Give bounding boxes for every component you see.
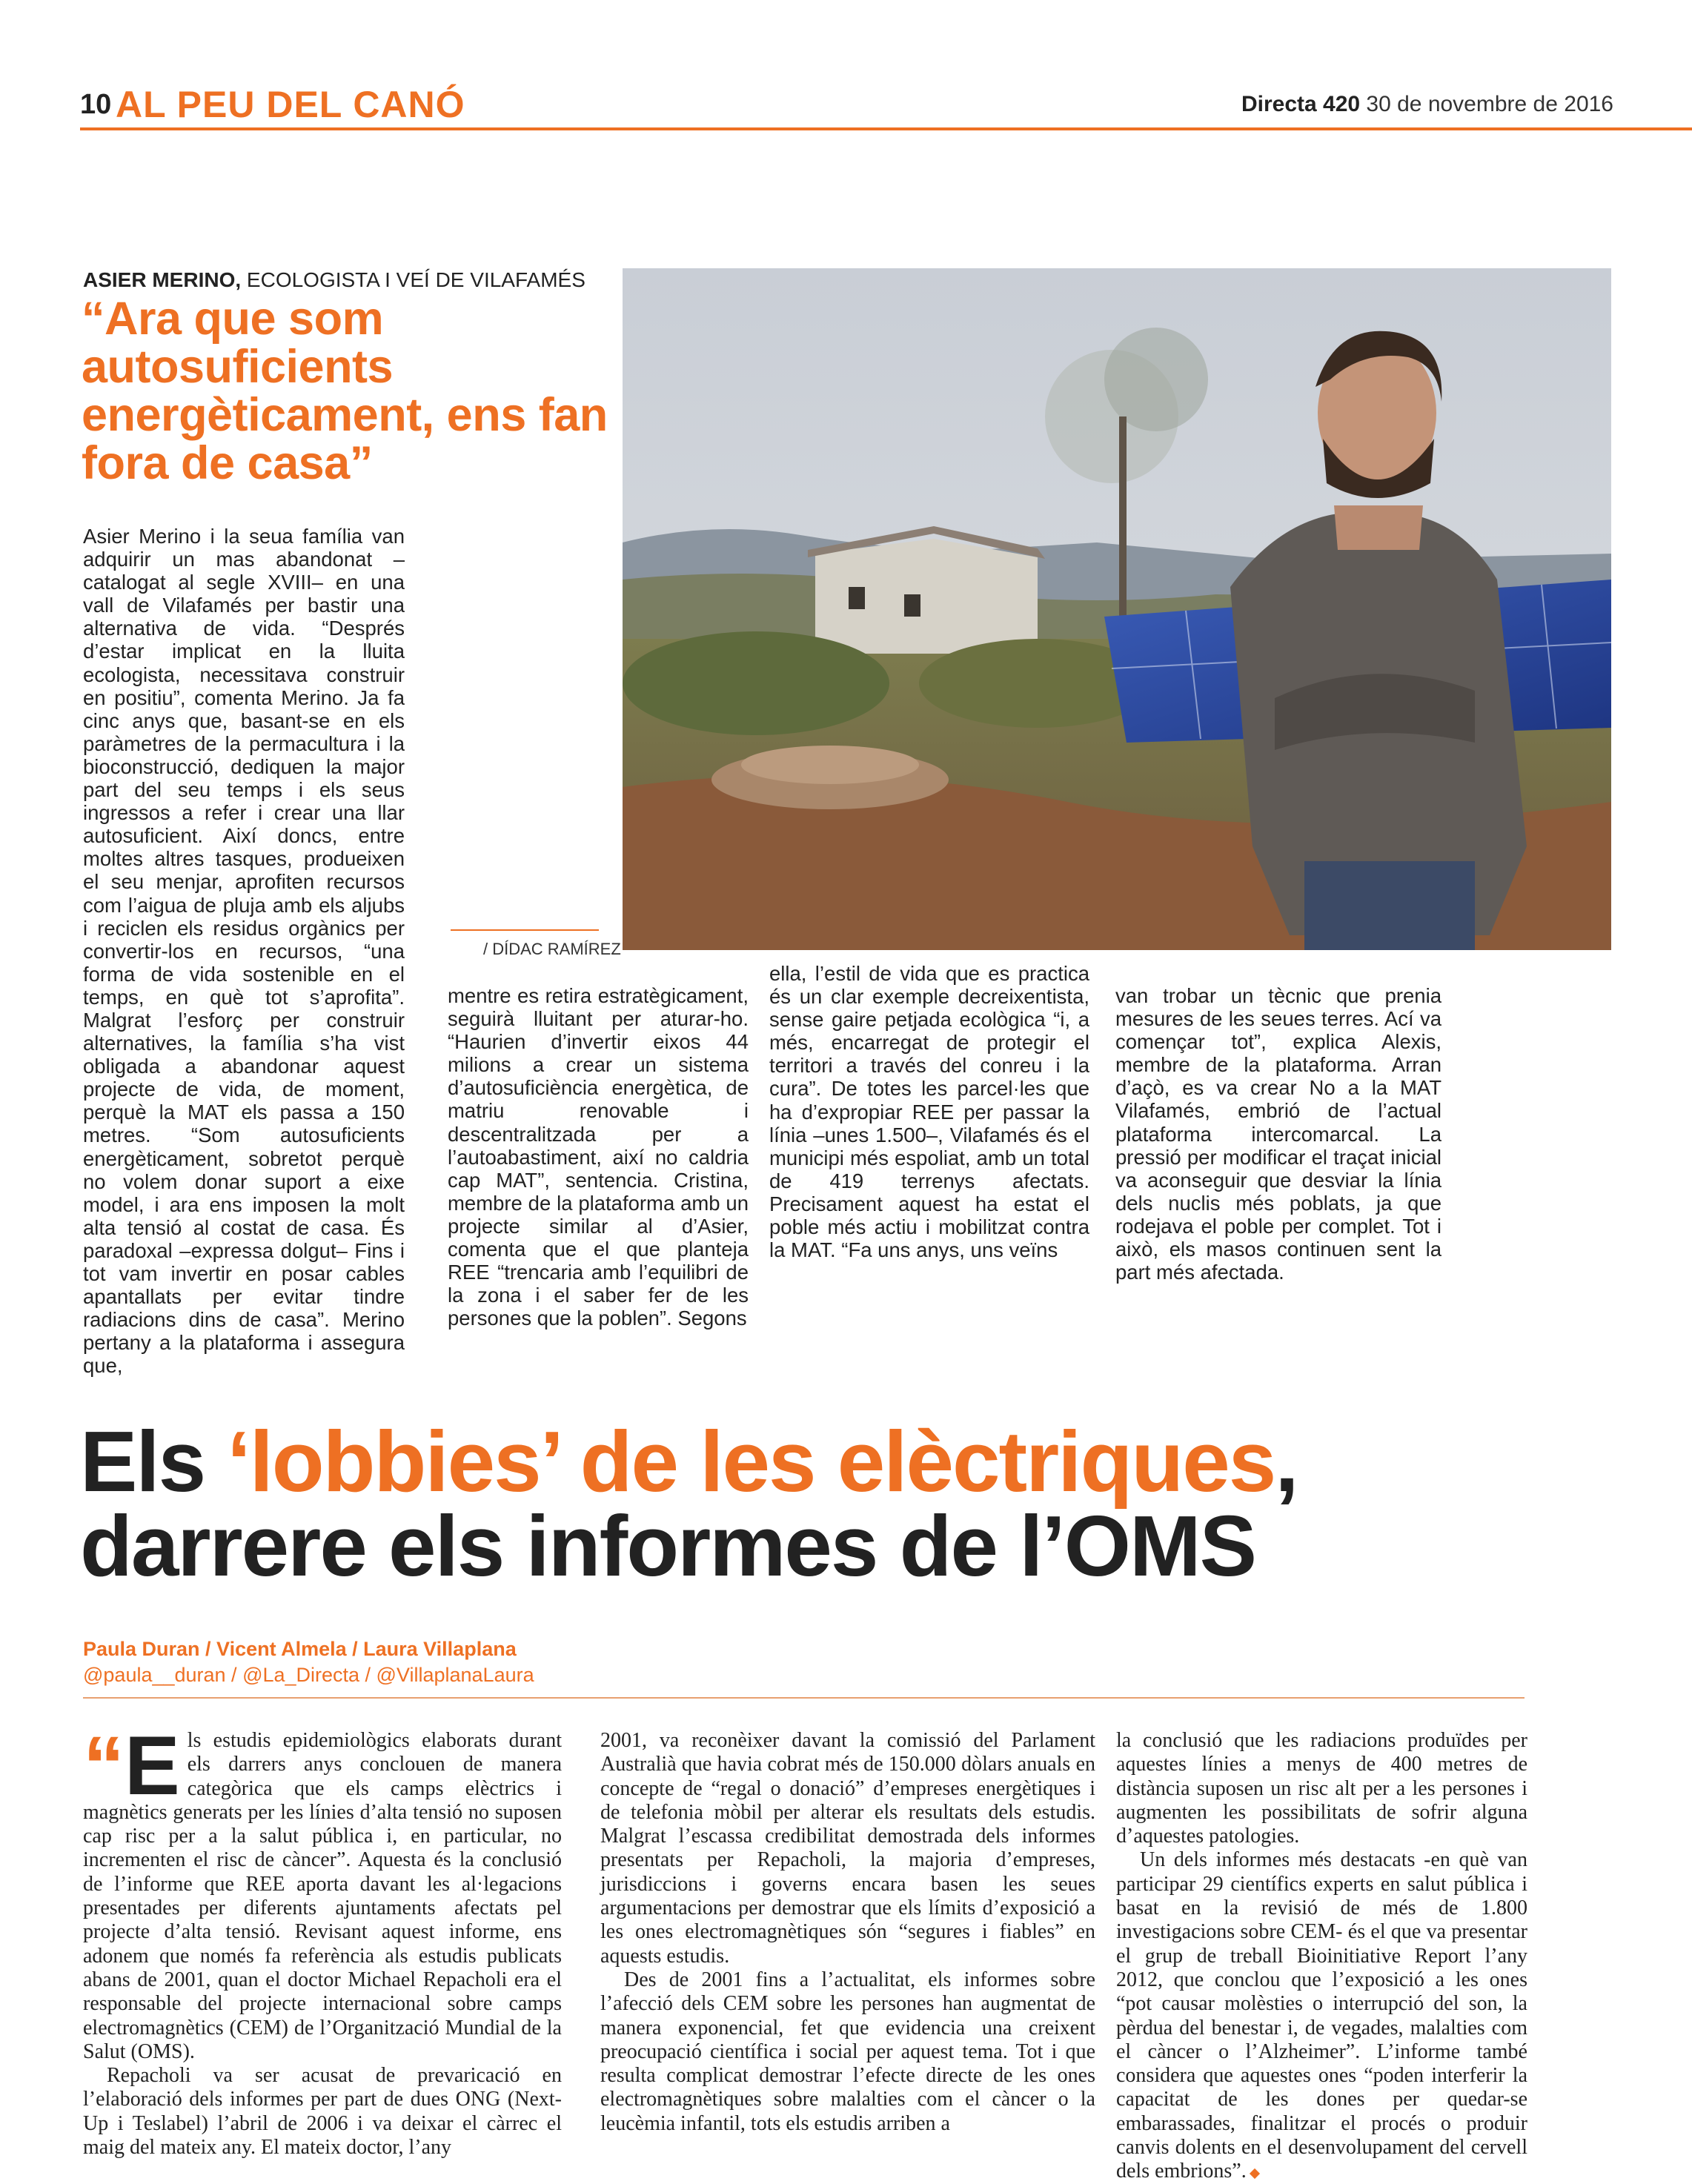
author-rule — [83, 1697, 1525, 1699]
headline-line-1 — [80, 1413, 1636, 1510]
photo-credit-rule — [451, 929, 599, 931]
article-paragraph: 2001, va reconèixer davant la comissió del Parlament Australià que havia cobrat més de 150.000 dòlars anuals en concepte de “regal o donació” d’empreses energètiques i de telefonia mòbil per alterar els resultats dels estudis. Malgrat l’escassa credibilitat demostrada dels informes presentats per Repacholi, la majoria d’empreses, jurisdiccions i governs encara basen les seues argumentacions per demostrar que els límits d’exposició a les ones electromagnètiques són “segures i fiables” en aquests estudis. — [600, 1729, 1095, 1968]
section-title: AL PEU DEL CANÓ — [116, 84, 465, 125]
article-authors: Paula Duran / Vicent Almela / Laura Villaplana — [83, 1638, 517, 1660]
drop-cap-quote: “ — [83, 1719, 125, 1812]
drop-cap-letter: E — [125, 1719, 180, 1812]
end-of-article-icon — [1250, 2168, 1260, 2179]
interview-photo — [623, 268, 1611, 950]
author-handles: @paula__duran / @La_Directa / @VillaplanaLaura — [83, 1664, 534, 1686]
publication-info — [1241, 92, 1613, 117]
drop-cap — [83, 1719, 180, 1812]
interviewee-line — [83, 268, 585, 292]
article-paragraph: Des de 2001 fins a l’actualitat, els informes sobre l’afecció dels CEM sobre les persones han augmentat de manera exponencial, fet que evidencia una creixent preocupació científica i social per aquest tema. Tot i que resulta complicat demostrar l’efecte directe de les ones electromagnètiques sobre malalties com el càncer o la leucèmia infantil, tots els estudis arriben a — [600, 1968, 1095, 2135]
article-headline — [80, 1413, 1636, 1594]
headline-part: Els — [80, 1413, 228, 1510]
interviewee-name: ASIER MERINO, — [83, 268, 242, 291]
article-paragraph: Repacholi va ser acusat de prevaricació en l’elaboració dels informes per part de dues ONG (Next-Up i Teslabel) l’abril de 2006 i va deixar el càrrec el maig del mateix any. El mateix doctor, l’any — [83, 2064, 562, 2160]
article-paragraph: la conclusió que les radiacions produïdes per aquestes línies a menys de 400 metres de distància suposen un risc alt per a les persones i augmenten les possibilitats de sofrir alguna d’aquestes patologies. — [1116, 1729, 1527, 1848]
interview-column-1: Asier Merino i la seua família van adquirir un mas abandonat –catalogat al segle XVIII– en una vall de Vilafamés per bastir una alternativa de vida. “Després d’estar implicat en la lluita ecologista, necessitava construir en positiu”, comenta Merino. Ja fa cinc anys que, basant-se en els paràmetres de la permacultura i la bioconstrucció, dediquen la major part del seu temps i els seus ingressos a refer i crear una llar autosuficient. Així doncs, entre moltes altres tasques, produeixen el seu menjar, aprofiten recursos com l’aigua de pluja amb els aljubs i reciclen els residus orgànics per convertir-los en recursos, “una forma de vida sostenible en el temps, en què tot s’aprofita”. Malgrat l’esforç per construir alternatives, la família s’ha vist obligada a abandonar aquest projecte de vida, de moment, perquè la MAT els passa a 150 metres. “Som autosuficients energèticament, sobretot perquè no volem donar suport a eixe model, i ara ens imposen la molt alta tensió al costat de casa. És paradoxal –expressa dolgut– Fins i tot vam invertir en posar cables apantallats per evitar tindre radiacions dins de casa”. Merino pertany a la plataforma i assegura que, — [83, 525, 405, 1378]
interviewee-role: ECOLOGISTA I VEÍ DE VILAFAMÉS — [241, 268, 585, 291]
article-paragraph — [1116, 1848, 1527, 2183]
interview-column-4: van trobar un tècnic que prenia mesures de les seues terres. Ací va començar tot”, explica Alexis, membre de la plataforma. Arran d’açò, es va crear No a la MAT Vilafamés, embrió de l’actual plataforma intercomarcal. La pressió per modificar el traçat inicial va aconseguir que desviar la línia dels nuclis més poblats, ja que rodejava el poble per complet. Tot i això, els masos continuen sent la part més afectada. — [1115, 984, 1441, 1284]
article-paragraph-text: Un dels informes més destacats -en què van participar 29 científics experts en salut pública i basat en la revisió de més de 1.800 investigacions sobre CEM- és el que va presentar el grup de treball Bioinitiative Report l’any 2012, que conclou que l’exposició a les ones “pot causar molèsties o interrupció del son, la pèrdua del benestar i, de vegades, malalties com el càncer o l’Alzheimer”. L’informe també considera que aquestes ones “poden interferir la capacitat de les dones per quedar-se embarassades, finalitzar el procés o produir canvis dolents en el desenvolupament del cervell dels embrions”. — [1116, 1848, 1527, 2183]
headline-line-2: darrere els informes de l’OMS — [80, 1498, 1255, 1594]
article-column-3 — [1116, 1729, 1527, 2184]
page-number: 10 — [80, 89, 112, 120]
photo-credit: / DÍDAC RAMÍREZ — [483, 940, 621, 958]
interview-column-2: mentre es retira estratègicament, seguirà lluitant per aturar-ho. “Haurien d’invertir eixos 44 milions a crear un sistema d’autosuficiència energètica, de matriu renovable i descentralitzada per a l’autoabastiment, així no caldria cap MAT”, sentencia. Cristina, membre de la plataforma amb un projecte similar al d’Asier, comenta que el que planteja REE “trencaria amb l’equilibri de la zona i el saber fer de les persones que la poblen”. Segons — [448, 984, 749, 1330]
article-column-1 — [83, 1719, 562, 2160]
article-paragraph: ls estudis epidemiològics elaborats durant els darrers anys conclouen de manera categòrica que els camps elèctrics i magnètics generats per les línies d’alta tensió no suposen cap risc per a la salut pública i, en particular, no incrementen el risc de càncer”. Aquesta és la conclusió de l’informe que REE aporta davant les al·legacions presentades per diferents ajuntaments afectats pel projecte d’alta tensió. Revisant aquest informe, ens adonem que només fa referència als estudis publicats abans de 2001, quan el doctor Michael Repacholi era el responsable del projecte internacional sobre camps electromagnètics (CEM) de l’Organització Mundial de la Salut (OMS). — [83, 1729, 562, 2063]
interview-quote: “Ara que som autosuficients energèticament, ens fan fora de casa” — [82, 293, 608, 489]
header-rule — [80, 127, 1692, 130]
publication-date: 30 de novembre de 2016 — [1366, 92, 1613, 116]
interview-column-3: ella, l’estil de vida que es practica és un clar exemple decreixentista, sense gaire petjada ecològica “i, a més, encarregat de protegir el territori a través del conreu i la cura”. De totes les parcel·les que ha d’expropiar REE per passar la línia –unes 1.500–, Vilafamés és el municipi més espoliat, amb un total de 419 terrenys afectats. Precisament aquest ha estat el poble més actiu i mobilitzat contra la MAT. “Fa uns anys, uns veïns — [769, 962, 1089, 1262]
photo-illustration — [623, 268, 1611, 950]
article-column-2 — [600, 1729, 1095, 2136]
publication-name: Directa 420 — [1241, 92, 1361, 116]
headline-comma: , — [1275, 1413, 1298, 1510]
headline-highlight: ‘lobbies’ de les elèctriques — [227, 1413, 1275, 1510]
